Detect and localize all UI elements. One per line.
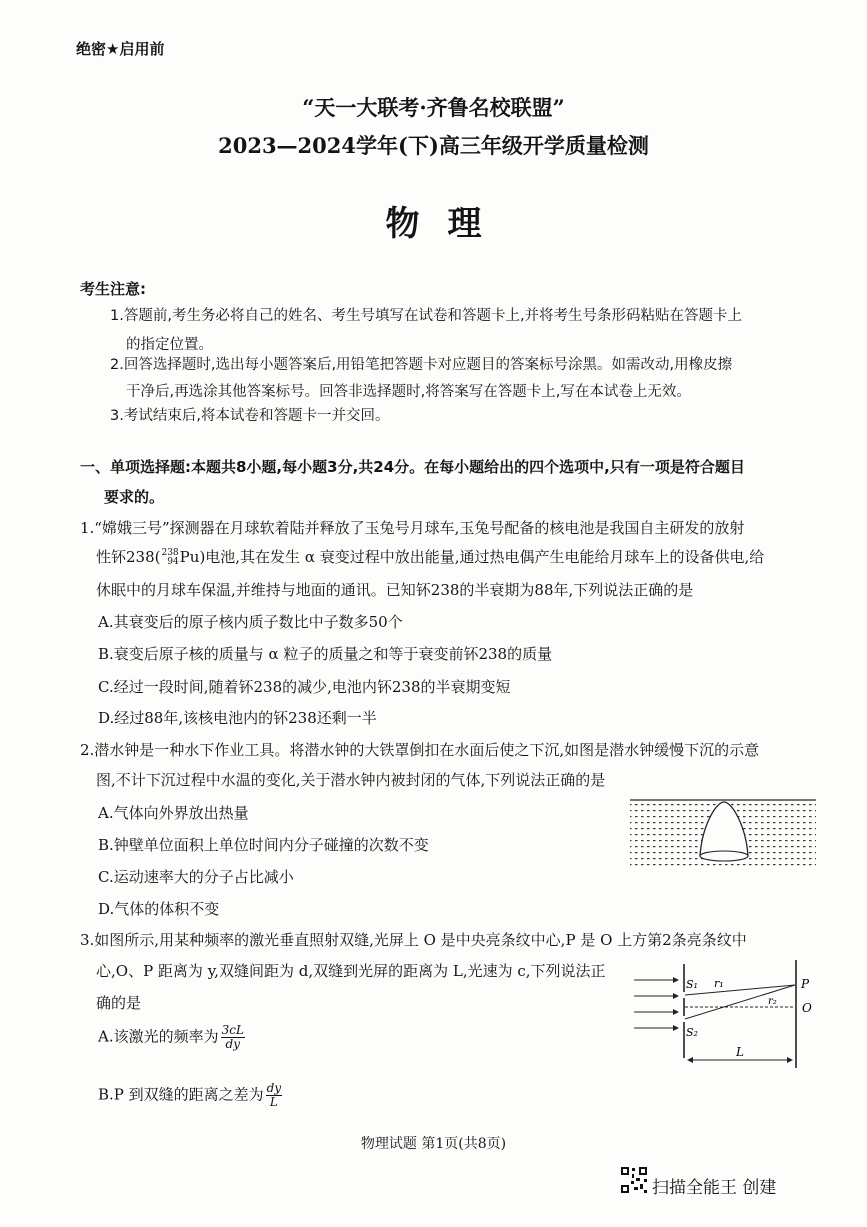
page-footer: 物理试题 第1页(共8页) xyxy=(360,1136,507,1152)
label-l: L xyxy=(736,1045,744,1059)
q3-option-b: B.P 到双缝的距离之差为 $\frac{dy}{L}$ xyxy=(98,1081,282,1109)
notice-line: 1.答题前,考生务必将自己的姓名、考生号填写在试卷和答题卡上,并将考生号条形码粘贴在答题卡上 xyxy=(110,308,743,324)
fraction: $\frac{dy}{L}$ xyxy=(266,1081,282,1109)
label-p: P xyxy=(801,977,810,991)
scanner-watermark: 扫描全能王 创建 xyxy=(652,1178,777,1198)
q1-option-d: D.经过88年,该核电池内的钚238还剩一半 xyxy=(98,709,377,727)
q1-option-b: B.衰变后原子核的质量与 α 粒子的质量之和等于衰变前钚238的质量 xyxy=(98,645,553,663)
section-heading-cont: 要求的。 xyxy=(104,488,165,506)
q1-stem-line3: 休眠中的月球车保温,并维持与地面的通讯。已知钚238的半衰期为88年,下列说法正确的是 xyxy=(96,581,694,599)
subject-title: 物理 xyxy=(385,204,510,244)
q1-stem-line1: 1.“嫦娥三号”探测器在月球软着陆并释放了玉兔号月球车,玉兔号配备的核电池是我国自主研发的放射 xyxy=(80,519,745,537)
q2-option-c: C.运动速率大的分子占比减小 xyxy=(98,868,294,886)
notice-line: 2.回答选择题时,选出每小题答案后,用铅笔把答题卡对应题目的答案标号涂黑。如需改动,用橡皮擦 xyxy=(110,357,733,373)
label-r1: r₁ xyxy=(714,977,724,990)
label-o: O xyxy=(802,1001,812,1015)
exam-title-line2: 2023—2024学年(下)高三年级开学质量检测 xyxy=(218,133,649,158)
double-slit-figure xyxy=(628,956,820,1074)
q1-option-c: C.经过一段时间,随着钚238的减少,电池内钚238的半衰期变短 xyxy=(98,678,511,696)
q3-stem-line3: 确的是 xyxy=(96,994,142,1012)
notice-line: 的指定位置。 xyxy=(126,337,213,353)
isotope-notation: 238 94 xyxy=(161,548,179,567)
q2-stem-line1: 2.潜水钟是一种水下作业工具。将潜水钟的大铁罩倒扣在水面后使之下沉,如图是潜水钟缓慢下沉的示意 xyxy=(80,741,760,759)
bell-opening xyxy=(700,851,748,861)
q3-stem-line1: 3.如图所示,用某种频率的激光垂直照射双缝,光屏上 O 是中央亮条纹中心,P 是 O 上方第2条亮条纹中 xyxy=(80,931,747,949)
q2-option-d: D.气体的体积不变 xyxy=(98,900,220,918)
qr-code-icon xyxy=(620,1166,648,1194)
q3-stem-line2: 心,O、P 距离为 y,双缝间距为 d,双缝到光屏的距离为 L,光速为 c,下列说法正 xyxy=(96,962,606,980)
fraction: $\frac{3cL}{dy}$ xyxy=(221,1023,244,1051)
label-s1: S₁ xyxy=(686,978,698,991)
q3-option-a: A.该激光的频率为 $\frac{3cL}{dy}$ xyxy=(98,1023,244,1051)
confidential-mark: 绝密★启用前 xyxy=(76,40,165,58)
diving-bell-figure xyxy=(628,796,818,868)
notice-heading: 考生注意: xyxy=(80,280,146,298)
q2-option-b: B.钟壁单位面积上单位时间内分子碰撞的次数不变 xyxy=(98,836,429,854)
exam-title-line1: “天一大联考·齐鲁名校联盟” xyxy=(302,95,565,120)
q1-stem-line2: 性钚238( 238 94 Pu)电池,其在发生 α 衰变过程中放出能量,通过热电偶产生电能给月球车上的设备供电,给 xyxy=(96,548,765,567)
notice-line: 3.考试结束后,将本试卷和答题卡一并交回。 xyxy=(110,408,390,424)
label-r2: r₂ xyxy=(768,996,777,1007)
q1-option-a: A.其衰变后的原子核内质子数比中子数多50个 xyxy=(98,613,403,631)
section-heading: 一、单项选择题:本题共8小题,每小题3分,共24分。在每小题给出的四个选项中,只有一项是符合题目 xyxy=(80,458,745,476)
label-s2: S₂ xyxy=(686,1026,698,1039)
notice-line: 干净后,再选涂其他答案标号。回答非选择题时,将答案写在答题卡上,写在本试卷上无效。 xyxy=(126,384,691,400)
q2-option-a: A.气体向外界放出热量 xyxy=(98,804,249,822)
q2-stem-line2: 图,不计下沉过程中水温的变化,关于潜水钟内被封闭的气体,下列说法正确的是 xyxy=(96,771,606,789)
